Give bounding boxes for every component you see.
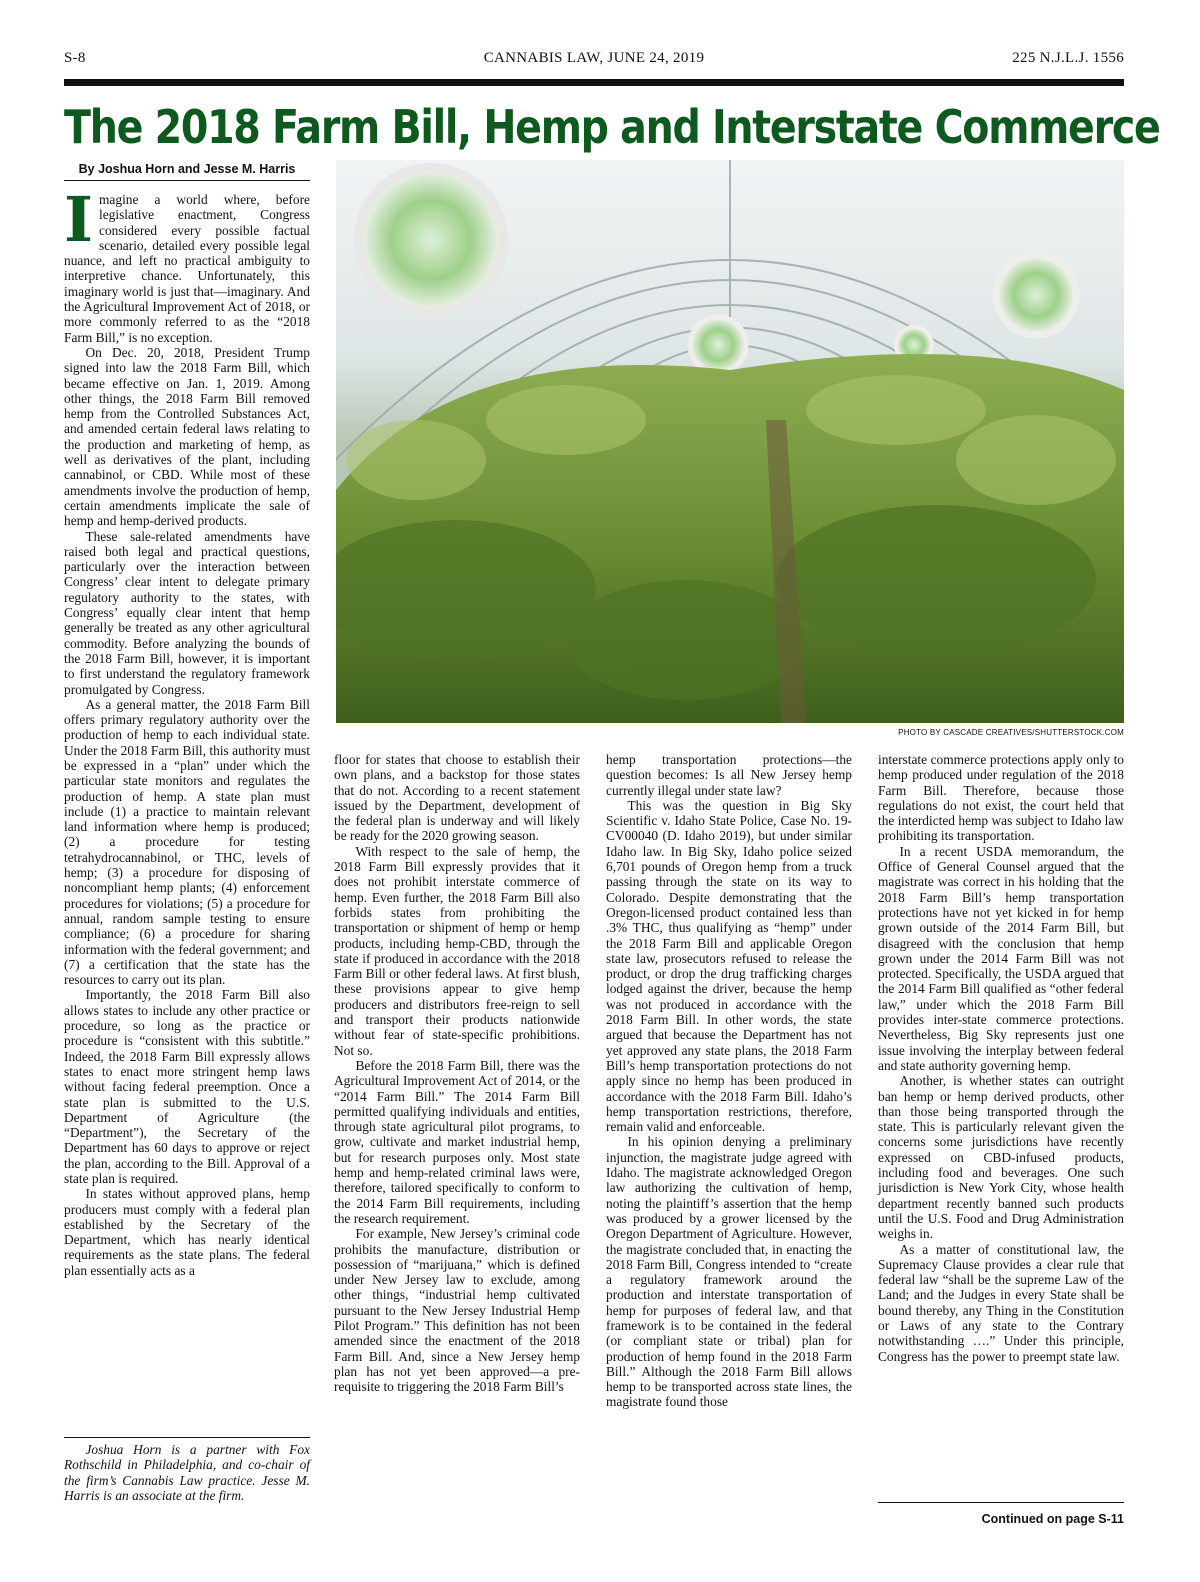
photo-credit: PHOTO BY CASCADE CREATIVES/SHUTTERSTOCK.COM	[898, 728, 1124, 737]
continued-link[interactable]: Continued on page S-11	[878, 1502, 1124, 1526]
greenhouse-photo-illustration	[336, 160, 1124, 723]
column-4	[878, 752, 1124, 1364]
paragraph: This was the question in Big Sky Scientific v. Idaho State Police, Case No. 19-CV00040 (D. Idaho 2019), but under similar Idaho law. In Big Sky, Idaho police seized 6,701 pounds of Oregon hemp from a truck passing through the state on its way to Colorado. Despite demonstrating that the Oregon-licensed product contained less than .3% THC, thus qualifying as “hemp” under the 2018 Farm Bill and applicable Oregon state law, prosecutors refused to release the product, or drop the drug trafficking charges lodged against the driver, because the hemp was not produced in accordance with the 2018 Farm Bill. In other words, the state argued that because the Department has not yet approved any state plans, the 2018 Farm Bill’s hemp transportation protections do not apply since no hemp has been produced in accordance with the 2018 Farm Bill. Idaho’s hemp transportation restrictions, therefore, remain valid and enforceable.	[606, 797, 852, 1135]
paragraph: Another, is whether states can outright ban hemp or hemp derived products, other than those being transported through the state. This is particularly relevant given the concerns some jurisdictions have recently expressed on CBD-infused products, including food and beverages. One such jurisdiction is New York City, whose health department recently banned such products until the U.S. Food and Drug Administration weighs in.	[878, 1073, 1124, 1242]
paragraph: interstate commerce protections apply only to hemp produced under regulation of the 2018 Farm Bill. Therefore, because those regulations do not exist, the court held that the interdicted hemp was subject to Idaho law prohibiting its transportation.	[878, 752, 1124, 844]
paragraph: Importantly, the 2018 Farm Bill also allows states to include any other practice or procedure, so long as the practice or procedure is “consistent with this subtitle.” Indeed, the 2018 Farm Bill expressly allows states to enact more stringent hemp laws without facing federal preemption. Once a state plan is submitted to the U.S. Department of Agriculture (the “Department”), the Secretary of the Department has 60 days to approve or reject the plan, according to the Bill. Approval of a state plan is required.	[64, 987, 310, 1186]
page-number: S-8	[64, 50, 86, 66]
author-bio-text: Joshua Horn is a partner with Fox Rothschild in Philadelphia, and co-chair of the firm’s Cannabis Law practice. Jesse M. Harris is an associate at the firm.	[64, 1442, 310, 1503]
article-title: The 2018 Farm Bill, Hemp and Interstate Commerce	[64, 100, 1160, 154]
column-1	[64, 183, 310, 1278]
column-2	[334, 752, 580, 1394]
paragraph: magine a world where, before legislative enactment, Congress considered every possible factual scenario, detailed every possible legal nuance, and left no practical ambiguity to interpretive chance. Unfortunately, this imaginary world is just that—imaginary. And the Agricultural Improvement Act of 2018, or more commonly referred to as the “2018 Farm Bill,” is no exception.	[64, 192, 310, 345]
column-3	[606, 752, 852, 1410]
paragraph: hemp transportation protections—the question becomes: Is all New Jersey hemp currently illegal under state law?	[606, 752, 852, 798]
paragraph: For example, New Jersey’s criminal code prohibits the manufacture, distribution or possession of “marijuana,” which is defined under New Jersey law to exclude, among other things, “industrial hemp cultivated pursuant to the New Jersey Industrial Hemp Pilot Program.” This definition has not been amended since the enactment of the 2018 Farm Bill. And, since a New Jersey hemp plan has not yet been approved—a pre-requisite to triggering the 2018 Farm Bill’s	[334, 1226, 580, 1395]
running-header	[64, 46, 1124, 70]
paragraph: As a general matter, the 2018 Farm Bill offers primary regulatory authority over the production of hemp to each individual state. Under the 2018 Farm Bill, this authority must be expressed in a “plan” under which the particular state monitors and regulates the production of hemp. A state plan must include (1) a practice to maintain relevant land information where hemp is produced; (2) a procedure for testing tetrahydrocannabinol, or THC, levels of hemp; (3) a procedure for disposing of noncompliant hemp plants; (4) enforcement procedures for violations; (5) a procedure for annual, random sample testing to ensure compliance; (6) a procedure for sharing information with the federal government; and (7) a certification that the state has the resources to carry out its plan.	[64, 696, 310, 988]
paragraph: In a recent USDA memorandum, the Office of General Counsel argued that the magistrate was correct in his holding that the 2018 Farm Bill’s hemp transportation protections have not yet kicked in for hemp grown outside of the 2014 Farm Bill, but disagreed with the conclusion that hemp grown under the 2014 Farm Bill was not protected. Specifically, the USDA argued that the 2014 Farm Bill qualified as “other federal law,” under which the 2018 Farm Bill provides inter-state commerce protections. Nevertheless, Big Sky represents just one issue involving the interplay between federal and state authority governing hemp.	[878, 843, 1124, 1073]
greenhouse-photo	[336, 160, 1124, 723]
paragraph: On Dec. 20, 2018, President Trump signed into law the 2018 Farm Bill, which became effective on Jan. 1, 2019. Among other things, the 2018 Farm Bill removed hemp from the Controlled Substances Act, and amended certain federal laws relating to the production and marketing of hemp, as well as derivatives of the plant, including cannabinol, or CBD. While most of these amendments involve the production of hemp, certain amendments implicate the sale of hemp and hemp-derived products.	[64, 344, 310, 529]
citation: 225 N.J.L.J. 1556	[1012, 50, 1124, 66]
author-bio	[64, 1437, 310, 1503]
drop-cap: I	[64, 183, 94, 256]
paragraph: These sale-related amendments have raised both legal and practical questions, particularly over the interaction between Congress’ clear intent to delegate primary regulatory authority to the states, with Congress’ equally clear intent that hemp generally be treated as any other agricultural commodity. Before analyzing the bounds of the 2018 Farm Bill, however, it is important to first understand the regulatory framework promulgated by Congress.	[64, 528, 310, 697]
paragraph: In states without approved plans, hemp producers must comply with a federal plan established by the Secretary of the Department, which has nearly identical requirements as the state plans. The federal plan essentially acts as a	[64, 1186, 310, 1278]
publication-date: CANNABIS LAW, JUNE 24, 2019	[483, 50, 705, 66]
paragraph: As a matter of constitutional law, the Supremacy Clause provides a clear rule that federal law “shall be the supreme Law of the Land; and the Judges in every State shall be bound thereby, any Thing in the Constitution or Laws of any state to the Contrary notwithstanding ….” Under this principle, Congress has the power to preempt state law.	[878, 1241, 1124, 1364]
paragraph: With respect to the sale of hemp, the 2018 Farm Bill expressly provides that it does not prohibit interstate commerce of hemp. Even further, the 2018 Farm Bill also forbids states from prohibiting the transportation or shipment of hemp or hemp products, including hemp-CBD, through the state if produced in accordance with the 2018 Farm Bill or other federal laws. At first blush, these provisions appear to give hemp producers and distributors free-reign to sell and transport their products nationwide without fear of state-specific prohibitions. Not so.	[334, 843, 580, 1058]
byline: By Joshua Horn and Jesse M. Harris	[64, 162, 310, 181]
header-rule	[64, 79, 1124, 86]
paragraph: In his opinion denying a preliminary injunction, the magistrate judge agreed with Idaho. The magistrate acknowledged Oregon law authorizing the cultivation of hemp, noting the plaintiff’s assertion that the hemp was produced by a grower licensed by the Oregon Department of Agriculture. However, the magistrate concluded that, in enacting the 2018 Farm Bill, Congress intended to “create a regulatory framework around the production and interstate transportation of hemp for purposes of federal law, and that framework is to be contained in the federal (or compliant state or tribal) plan for production of hemp found in the 2018 Farm Bill.” Although the 2018 Farm Bill allows hemp to be transported across state lines, the magistrate found those	[606, 1134, 852, 1410]
paragraph: floor for states that choose to establish their own plans, and a backstop for those states that do not. According to a recent statement issued by the Department, development of the federal plan is underway and will likely be ready for the 2020 growing season.	[334, 752, 580, 844]
paragraph: Before the 2018 Farm Bill, there was the Agricultural Improvement Act of 2014, or the “2014 Farm Bill.” The 2014 Farm Bill permitted qualifying individuals and entities, through state agricultural pilot programs, to grow, cultivate and market industrial hemp, but for research purposes only. Most state hemp and hemp-related criminal laws were, therefore, tailored specifically to conform to the 2014 Farm Bill requirements, including the research requirement.	[334, 1057, 580, 1226]
